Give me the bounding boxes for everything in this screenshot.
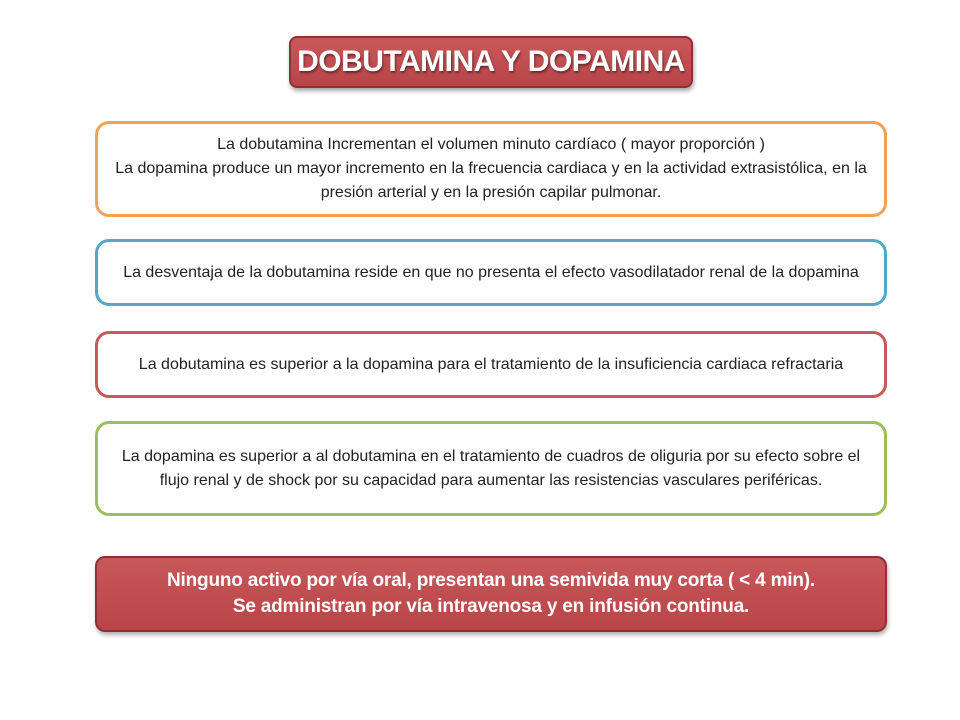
info-card-dobutamina-dopamina-effects <box>95 121 887 217</box>
info-card-oliguria-shock <box>95 421 887 516</box>
summary-line-1: Ninguno activo por vía oral, presentan una semivida muy corta ( < 4 min). <box>167 570 815 592</box>
info-card-text <box>114 133 868 205</box>
summary-line-2: Se administran por vía intravenosa y en infusión continua. <box>232 596 750 617</box>
summary-box <box>95 556 887 632</box>
info-card-text: La dopamina es superior a al dobutamina en el tratamiento de cuadros de oliguria por su efecto sobre el flujo renal y de shock por su capacidad para aumentar las resistencias vasculares periféricas. <box>121 447 861 489</box>
info-card-text: La dobutamina es superior a la dopamina para el tratamiento de la insuficiencia cardiaca refractaria <box>138 355 844 373</box>
info-card-dobutamina-disadvantage <box>95 239 887 306</box>
slide-title: DOBUTAMINA Y DOPAMINA <box>289 36 693 88</box>
info-card-refractory-heart-failure <box>95 331 887 398</box>
info-card-line: La dopamina produce un mayor incremento en la frecuencia cardiaca y en la actividad extrasistólica, en la presión arterial y en la presión capilar pulmonar. <box>115 160 867 201</box>
info-card-line: La dobutamina Incrementan el volumen minuto cardíaco ( mayor proporción ) <box>217 136 765 153</box>
info-card-text: La desventaja de la dobutamina reside en que no presenta el efecto vasodilatador renal de la dopamina <box>123 263 859 281</box>
